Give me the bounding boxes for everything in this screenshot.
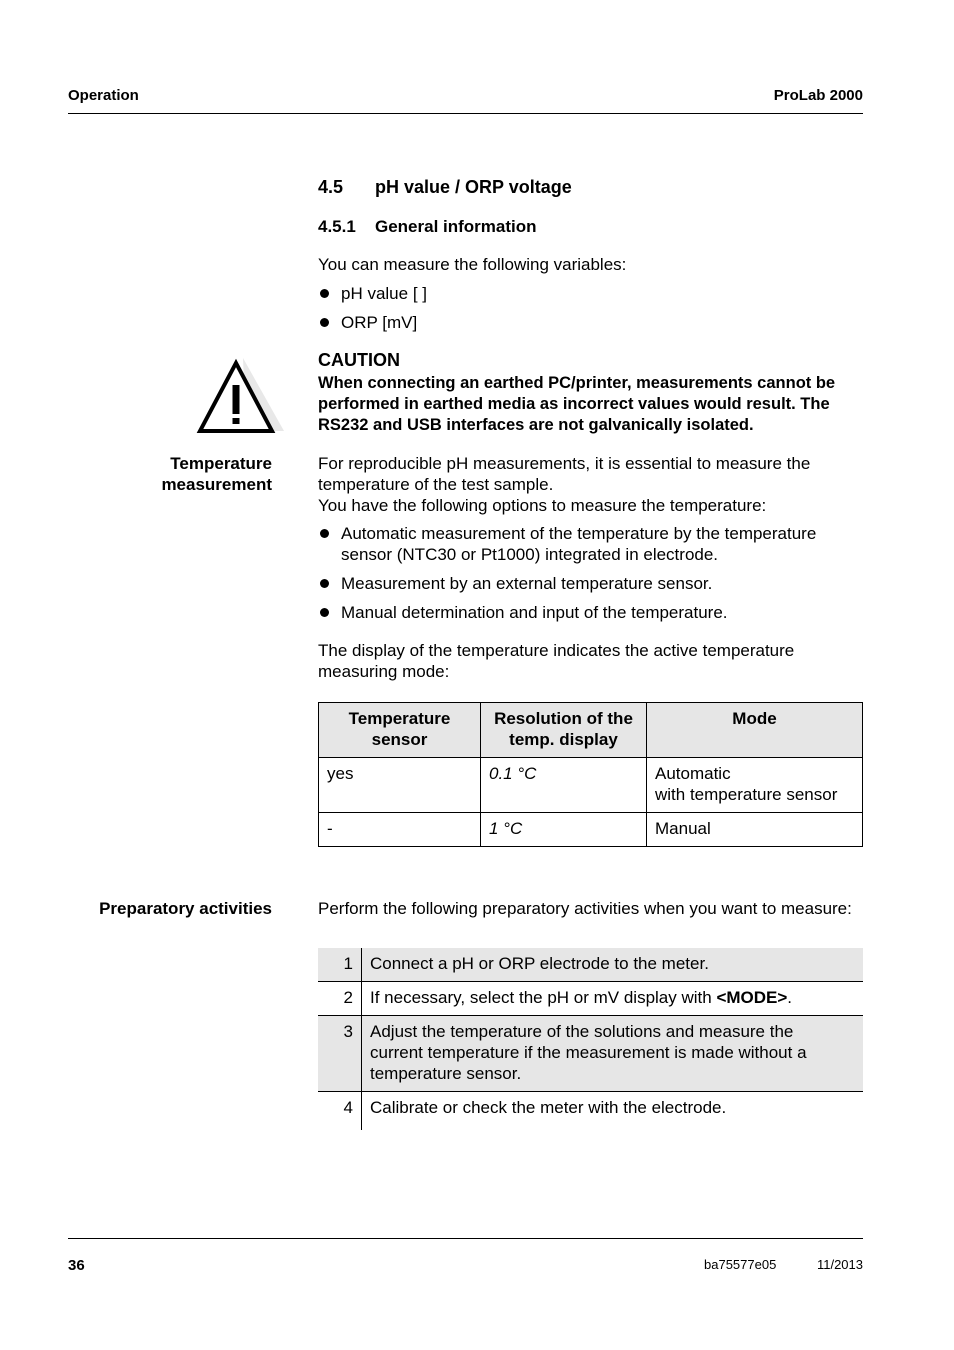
intro-text: You can measure the following variables:	[318, 255, 627, 274]
header-right: ProLab 2000	[773, 87, 863, 104]
bullet-icon	[320, 289, 329, 298]
table-cell: Automatic with temperature sensor	[647, 758, 863, 813]
header-left: Operation	[68, 87, 139, 104]
table-row	[318, 1016, 863, 1092]
step-text: Adjust the temperature of the solutions and measure the current temperature if the measurement is made without a temperature sensor.	[362, 1016, 864, 1092]
mode-key: <MODE>	[716, 988, 788, 1007]
step-number: 4	[318, 1092, 362, 1131]
step-text: Calibrate or check the meter with the electrode.	[370, 1098, 727, 1117]
column-header: Temperature sensor	[319, 703, 481, 758]
table-row	[319, 758, 863, 813]
side-label-preparatory: Preparatory activities	[99, 899, 272, 918]
display-note: The display of the temperature indicates the active temperature measuring mode:	[318, 641, 795, 681]
table-row	[318, 1092, 863, 1131]
subsection-number: 4.5.1	[318, 217, 356, 236]
bullet-icon	[320, 318, 329, 327]
column-header: Resolution of the temp. display	[481, 703, 647, 758]
table-cell: yes	[319, 758, 481, 813]
side-label-temperature: Temperature measurement	[161, 454, 272, 494]
page-number: 36	[68, 1257, 85, 1274]
step-number: 2	[318, 982, 362, 1016]
table-cell: -	[319, 813, 481, 847]
table-cell: 0.1 °C	[481, 758, 647, 813]
subsection-title: General information	[375, 217, 537, 236]
warning-triangle-icon	[196, 355, 286, 442]
step-number: 3	[318, 1016, 362, 1092]
temperature-mode-table	[318, 702, 863, 847]
column-header: Mode	[647, 703, 863, 758]
bullet-icon	[320, 529, 329, 538]
preparatory-intro: Perform the following preparatory activities when you want to measure:	[318, 899, 852, 918]
table-row	[318, 982, 863, 1016]
bullet-icon	[320, 579, 329, 588]
caution-title: CAUTION	[318, 350, 400, 370]
table-cell: 1 °C	[481, 813, 647, 847]
bullet-icon	[320, 608, 329, 617]
doc-id: ba75577e05	[704, 1257, 777, 1272]
table-row	[318, 948, 863, 982]
section-title: pH value / ORP voltage	[375, 177, 572, 197]
table-header-row	[319, 703, 863, 758]
temperature-paragraph: For reproducible pH measurements, it is essential to measure the temperature of the test sample. You have the following options to measure the temperature:	[318, 454, 811, 515]
preparatory-steps-table	[318, 948, 863, 1130]
header-rule	[68, 113, 863, 114]
doc-date: 11/2013	[816, 1257, 863, 1272]
step-text: If necessary, select the pH or mV display with <MODE>.	[370, 988, 793, 1007]
table-row	[319, 813, 863, 847]
section-number: 4.5	[318, 177, 344, 197]
step-number: 1	[318, 948, 362, 982]
step-text: Connect a pH or ORP electrode to the meter.	[362, 948, 864, 982]
footer-rule	[68, 1238, 863, 1239]
table-cell: Manual	[647, 813, 863, 847]
caution-text: When connecting an earthed PC/printer, measurements cannot be performed in earthed media as incorrect values would result. The RS232 and USB interfaces are not galvanically isolated.	[318, 374, 836, 434]
